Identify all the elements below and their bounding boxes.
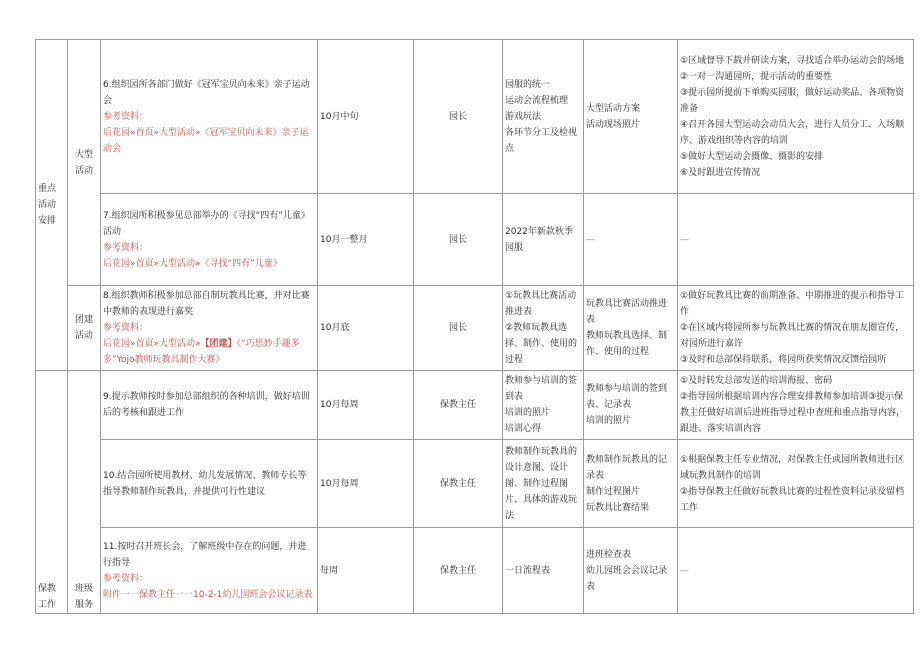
- notes-cell: ①根据保教主任专业情况，对保教主任或园所教师进行区域玩教具制作的培训 ②指导保教主任做好玩教具比赛的过程性资料记录及留档工作: [678, 440, 914, 528]
- time-cell: 每周: [318, 528, 414, 614]
- time-cell: 10月每周: [318, 440, 414, 528]
- notes-cell: —: [678, 528, 914, 614]
- owner-cell: 园长: [414, 194, 503, 286]
- output-cell: 进班检查表 幼儿园班会会议记录表: [584, 528, 678, 614]
- owner-cell: 园长: [414, 40, 503, 194]
- table-row: [36, 371, 914, 440]
- reference-link[interactable]: 后花园»首页»大型活动»《冠军宝贝向未来》亲子运动会: [103, 127, 309, 154]
- time-cell: 10月一整月: [318, 194, 414, 286]
- content-cell: 园服的统一 运动会流程梳理 游戏玩法 各环节分工及检视点: [503, 40, 584, 194]
- category-key-activities: 重点 活动 安排: [36, 40, 68, 371]
- notes-cell: ①做好玩教具比赛的前期准备、中期推进的提示和指导工作 ②在区域内将园所参与玩教具比赛的情况在朋友圈宣传，对园所进行嘉许 ③及时和总部保持联系，将园所获奖情况反馈给园所: [678, 286, 914, 371]
- output-cell: 大型活动方案 活动现场照片: [584, 40, 678, 194]
- time-cell: 10月每周: [318, 371, 414, 440]
- task-cell: 9.提示教师按时参加总部组织的各种培训，做好培训后的考核和跟进工作: [101, 371, 318, 440]
- table-row: [36, 528, 914, 614]
- output-cell: 教师制作玩教具的记录表 制作过程图片 玩教具比赛结果: [584, 440, 678, 528]
- notes-cell: ①区域督导下载并研读方案，寻找适合举办运动会的场地 ②一对一沟通园所，提示活动的重要性 ③提示园所提前下单购买园服，做好运动奖品、各项物资准备 ④召开各园大型运动会动员大会，进行人员分工、入场顺序、游戏组织等内容的培训 ⑤做好大型运动会摄像、摄影的安排 ⑥及时跟进宣传情况: [678, 40, 914, 194]
- output-cell: 玩教具比赛活动推进表 教师玩教具选择、制作、使用的过程: [584, 286, 678, 371]
- notes-cell: —: [678, 194, 914, 286]
- content-cell: 2022年新款秋季园服: [503, 194, 584, 286]
- reference-link[interactable]: 附件一一保教主任一一10-2-1幼儿园班会会议记录表: [103, 589, 313, 600]
- subcategory-class-service: 班级 服务: [68, 371, 101, 614]
- owner-cell: 保教主任: [414, 440, 503, 528]
- content-cell: 教师参与培训的签到表 培训的照片 培训心得: [503, 371, 584, 440]
- task-cell: 7.组织园所积极参见总部举办的《寻找“四有”儿童》活动 参考资料： 后花园»首页»大型活动»《寻找“四有”儿童》: [101, 194, 318, 286]
- owner-cell: 园长: [414, 286, 503, 371]
- notes-cell: ①及时转发总部发送的培训海报、密码 ②指导园所根据培训内容合理安排教师参加培训③提示保教主任做好培训后进班指导过程中查班和重点指导内容，跟进、落实培训内容: [678, 371, 914, 440]
- content-cell: ①玩教具比赛活动推进表 ②教师玩教具选择、制作、使用的过程: [503, 286, 584, 371]
- table-row: [36, 440, 914, 528]
- reference-link[interactable]: 后花园»首页»大型活动»【团建】《“巧思妙手趣多多”Yojo教师玩教具制作大赛》: [103, 339, 300, 365]
- category-staff-work: 保教 工作: [36, 371, 68, 614]
- content-cell: 教师制作玩教具的设计意图、设计图、制作过程图片、具体的游戏玩法: [503, 440, 584, 528]
- subcategory-big-events: 大型 活动: [68, 40, 101, 286]
- task-cell: 8.组织教师积极参加总部自制玩教具比赛，并对比赛中教师的表现进行嘉奖 参考资料： 后花园»首页»大型活动»【团建】《“巧思妙手趣多多”Yojo教师玩教具制作大赛》: [101, 286, 318, 371]
- output-cell: 教师参与培训的签到表、记录表 培训的照片: [584, 371, 678, 440]
- reference-link[interactable]: 后花园»首页»大型活动»《寻找“四有”儿童》: [103, 258, 282, 269]
- activity-plan-table: [35, 39, 914, 614]
- table-row: [36, 40, 914, 194]
- subcategory-team-building: 团建 活动: [68, 286, 101, 371]
- table-row: [36, 286, 914, 371]
- task-cell: 10.结合园所使用教材、幼儿发展情况、教师专长等指导教师制作玩教具，并提供可行性建议: [101, 440, 318, 528]
- table-row: [36, 194, 914, 286]
- owner-cell: 保教主任: [414, 528, 503, 614]
- output-cell: —: [584, 194, 678, 286]
- time-cell: 10月中旬: [318, 40, 414, 194]
- owner-cell: 保教主任: [414, 371, 503, 440]
- task-cell: 11.按时召开班长会，了解班级中存在的问题，并进行指导 参考资料： 附件一一保教主任一一10-2-1幼儿园班会会议记录表: [101, 528, 318, 614]
- time-cell: 10月底: [318, 286, 414, 371]
- task-cell: 6.组织园所各部门做好《冠军宝贝向未来》亲子运动会 参考资料： 后花园»首页»大型活动»《冠军宝贝向未来》亲子运动会: [101, 40, 318, 194]
- content-cell: 一日流程表: [503, 528, 584, 614]
